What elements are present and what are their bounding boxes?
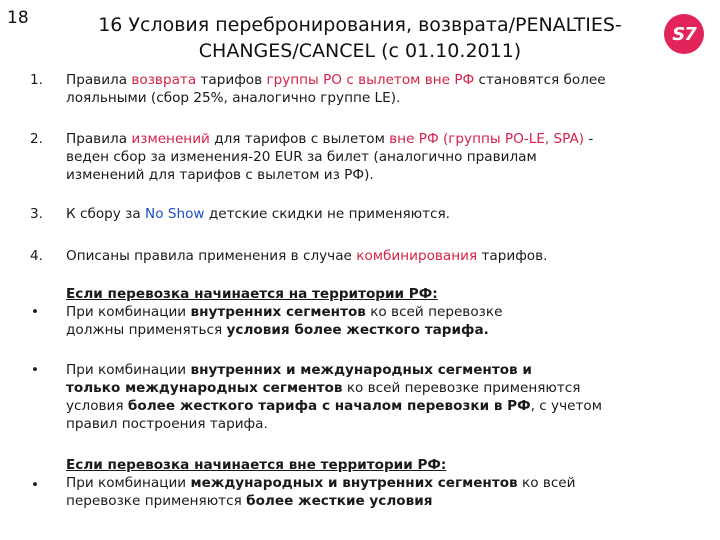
text-run: Описаны правила применения в случае [66, 248, 357, 264]
item-text [66, 130, 702, 184]
title-line-1: 16 Условия перебронирования, возврата/PENALTIES- [98, 14, 622, 36]
text-run: условия [66, 398, 128, 414]
bold-run: условия более жесткого тарифа. [226, 322, 489, 338]
item-number: 3. [30, 206, 43, 222]
text-run: При комбинации [66, 475, 191, 491]
bold-run: международных и внутренних сегментов [190, 475, 518, 491]
section-heading: Если перевозка начинается на территории РФ: [66, 286, 438, 302]
text-run: изменений для тарифов с вылетом из РФ). [66, 167, 374, 183]
highlight-changes: изменений [131, 131, 210, 147]
text-run: лояльными (сбор 25%, аналогично группе LE). [66, 90, 401, 106]
text-run: тарифов. [477, 248, 548, 264]
text-run: становятся более [474, 72, 606, 88]
highlight-return: возврата [131, 72, 197, 88]
slide-number: 18 [7, 8, 29, 28]
text-run: тарифов [196, 72, 267, 88]
text-run: для тарифов с вылетом [209, 131, 390, 147]
text-run: ко всей перевозке применяются [342, 380, 581, 396]
text-run: ко всей перевозке [365, 304, 503, 320]
text-run: веден сбор за изменения-20 EUR за билет (аналогично правилам [66, 149, 537, 165]
item-text [66, 247, 702, 265]
item-text [66, 285, 702, 339]
text-run: детские скидки не применяются. [204, 206, 450, 222]
text-run: Правила [66, 131, 132, 147]
text-run: При комбинации [66, 304, 191, 320]
s7-logo: S7 [664, 14, 704, 54]
text-run: правил построения тарифа. [66, 416, 268, 432]
slide-title [60, 12, 660, 64]
section-heading: Если перевозка начинается вне территории РФ: [66, 457, 447, 473]
highlight-group-ro: группы РО с вылетом вне РФ [266, 72, 475, 88]
highlight-no-show: No Show [145, 206, 205, 222]
bullet-marker: • [31, 304, 40, 320]
text-run: должны применяться [66, 322, 227, 338]
highlight-combination: комбинирования [356, 248, 478, 264]
text-run: перевозке применяются [66, 493, 247, 509]
text-run: , с учетом [530, 398, 602, 414]
item-text [66, 456, 702, 510]
text-run: При комбинации [66, 362, 191, 378]
item-number: 4. [30, 248, 43, 264]
text-run: Правила [66, 72, 132, 88]
bullet-marker: • [31, 477, 40, 493]
bullet-marker: • [31, 362, 40, 378]
title-line-2: CHANGES/CANCEL (с 01.10.2011) [198, 40, 522, 62]
bold-run: внутренних сегментов [190, 304, 366, 320]
text-run: - [584, 131, 594, 147]
text-run: ко всей [517, 475, 576, 491]
item-text [66, 361, 702, 433]
highlight-groups: вне РФ (группы РО-LE, SPA) [389, 131, 585, 147]
item-number: 1. [30, 72, 43, 88]
bold-run: только международных сегментов [66, 380, 343, 396]
bold-run: внутренних и международных сегментов и [190, 362, 532, 378]
item-number: 2. [30, 131, 43, 147]
bold-run: более жесткие условия [246, 493, 433, 509]
text-run: К сбору за [66, 206, 146, 222]
bold-run: более жесткого тарифа с началом перевозки в РФ [127, 398, 531, 414]
item-text [66, 205, 702, 223]
item-text [66, 71, 702, 107]
